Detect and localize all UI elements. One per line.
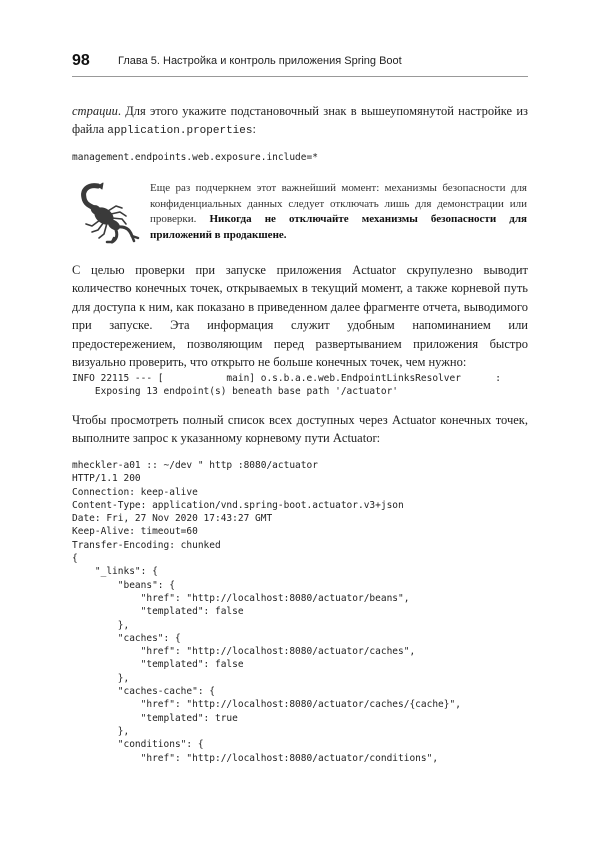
page-number: 98: [72, 52, 90, 69]
paragraph-list-endpoints: Чтобы просмотреть полный список всех доступных через Actuator конечных точек, выполните запрос к указанному корневому пути Actuator:: [72, 413, 528, 446]
code-block-exposure: management.endpoints.web.exposure.include=*: [72, 152, 318, 163]
code-block-startup-log: INFO 22115 --- [ main] o.s.b.a.e.web.EndpointLinksResolver : Exposing 13 endpoint(s) beneath base path '/actuator': [72, 373, 501, 398]
intro-paragraph: [72, 102, 528, 141]
running-title: Глава 5. Настройка и контроль приложения Spring Boot: [118, 55, 402, 67]
code-block-actuator-response: mheckler-a01 :: ~/dev " http :8080/actuator HTTP/1.1 200 Connection: keep-alive Content-Type: application/vnd.spring-boot.actuator.v3+json Date: Fri, 27 Nov 2020 17:43:27 GMT Keep-Alive: timeout=60 Transfer-Encoding: chunked { "_links": { "beans": { "href": "http://localhost:8080/actuator/beans", "templated": false }, "caches": { "href": "http://localhost:8080/actuator/caches", "templated": false }, "caches-cache": { "href": "http://localhost:8080/actuator/caches/{cache}", "templated": true }, "conditions": { "href": "http://localhost:8080/actuator/conditions",: [72, 460, 461, 764]
intro-text-b: :: [252, 122, 256, 137]
header-rule: [72, 76, 528, 77]
intro-italic: страции: [72, 104, 118, 118]
warning-bold-text: Никогда не отключайте механизмы безопасности для приложений в продакшене.: [150, 213, 527, 241]
intro-text-a: . Для этого укажите подстановочный знак в вышеупомянутой настройке из файла: [72, 104, 528, 137]
page-header: [72, 52, 528, 74]
paragraph-startup-report: С целью проверки при запуске приложения Actuator скрупулезно выводит количество конечных точек, открываемых в текущий момент, а также корневой путь для доступа к ним, как показано в приведенном далее фрагменте отчета, выводимого при запуске. Эта информация служит удобным напоминанием или предостережением, позволяющим перед развертыванием приложения быстро визуально проверить, что открыто не больше конечных точек, чем нужно:: [72, 263, 528, 370]
warning-text: Еще раз подчеркнем этот важнейший момент: механизмы безопасности для конфиденциальных данных следует отключать лишь для демонстрации или проверки.: [150, 182, 527, 226]
intro-file-name: application.properties: [107, 125, 253, 138]
scorpion-icon: [72, 180, 142, 244]
warning-note: [150, 181, 527, 243]
